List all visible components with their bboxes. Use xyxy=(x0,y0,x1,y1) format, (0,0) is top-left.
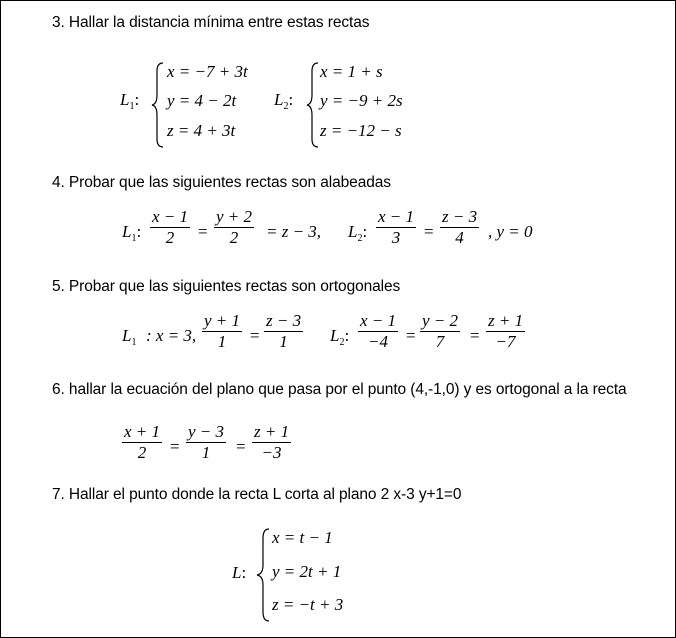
p5-l2-eq2: = xyxy=(470,326,480,345)
p4-l1-frac2: y + 2 2 xyxy=(216,207,253,247)
p7-eq-y: y = 2t + 1 xyxy=(272,562,342,581)
p5-l1-frac2: z − 3 1 xyxy=(266,311,302,351)
problem-7-heading: 7. Hallar el punto donde la recta L corta al plano 2 x-3 y+1=0 xyxy=(52,486,462,503)
p3-line2-eq-x: x = 1 + s xyxy=(320,62,383,81)
p4-l1-frac1: x − 1 2 xyxy=(152,207,189,247)
p5-l2-frac1: x − 1 −4 xyxy=(360,311,397,351)
p7-brace xyxy=(256,528,272,622)
p6-eq2: = xyxy=(236,437,246,456)
p6-frac1: x + 1 2 xyxy=(124,422,161,462)
p7-eq-z: z = −t + 3 xyxy=(272,595,344,614)
p3-line1-eq-y: y = 4 − 2t xyxy=(167,91,237,110)
p4-l2-eq: = xyxy=(424,222,434,241)
p4-l2-tail: , y = 0 xyxy=(488,222,533,241)
p4-l2-frac1: x − 1 3 xyxy=(378,207,415,247)
p4-l2-frac2: z − 3 4 xyxy=(442,207,478,247)
p5-l2-frac2: y − 2 7 xyxy=(422,311,459,351)
p7-eq-x: x = t − 1 xyxy=(272,528,333,547)
p7-line-label: L: xyxy=(232,563,247,582)
p3-line2-eq-y: y = −9 + 2s xyxy=(320,91,403,110)
p5-l2-eq1: = xyxy=(406,326,416,345)
p4-l1-eq: = xyxy=(198,222,208,241)
p6-frac2: y − 3 1 xyxy=(188,422,225,462)
p3-line1-label: $L_1$: xyxy=(120,90,140,112)
p3-line1-eq-z: z = 4 + 3t xyxy=(167,121,236,140)
problem-4-heading: 4. Probar que las siguientes rectas son alabeadas xyxy=(52,174,391,191)
problem-3-heading: 3. Hallar la distancia mínima entre estas rectas xyxy=(52,14,370,31)
p3-line2-eq-z: z = −12 − s xyxy=(320,121,402,140)
p3-line2-brace xyxy=(306,62,320,148)
p5-line2-label: $L_2$: xyxy=(330,326,350,348)
p4-l1-tail: = z − 3, xyxy=(266,222,322,241)
problem-5-heading: 5. Probar que las siguientes rectas son ortogonales xyxy=(52,278,401,295)
p4-line2-label: $L_2$: xyxy=(348,222,368,244)
p5-l2-frac3: z + 1 −7 xyxy=(488,311,524,351)
p6-frac3: z + 1 −3 xyxy=(254,422,290,462)
problem-6-heading: 6. hallar la ecuación del plano que pasa por el punto (4,-1,0) y es ortogonal a la recta xyxy=(52,381,627,398)
p3-line1-brace xyxy=(151,62,165,148)
p4-line1-label: $L_1$: xyxy=(122,222,142,244)
p5-l1-eq: = xyxy=(250,326,260,345)
p6-eq1: = xyxy=(170,437,180,456)
p5-line1-label: $L_1$ xyxy=(122,326,137,348)
p3-line1-eq-x: x = −7 + 3t xyxy=(167,62,248,81)
p5-l1-frac1: y + 1 1 xyxy=(204,311,241,351)
p5-l1-lead: : x = 3, xyxy=(146,326,197,345)
p3-line2-label: $L_2$: xyxy=(274,90,294,112)
